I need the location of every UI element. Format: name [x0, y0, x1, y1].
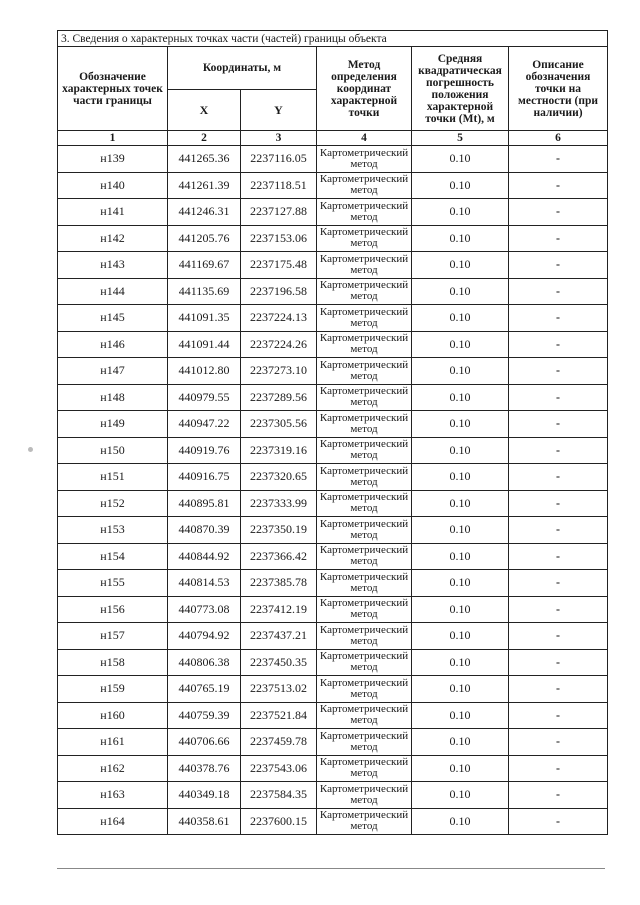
point-id-cell: н139: [58, 146, 168, 173]
table-body: [58, 146, 608, 835]
description-cell: -: [509, 570, 608, 597]
accuracy-cell: 0.10: [412, 649, 509, 676]
accuracy-cell: 0.10: [412, 729, 509, 756]
table-row: [58, 490, 608, 517]
description-cell: -: [509, 172, 608, 199]
method-cell: Картометрический метод: [317, 172, 412, 199]
method-cell: Картометрический метод: [317, 782, 412, 809]
accuracy-cell: 0.10: [412, 623, 509, 650]
point-id-cell: н140: [58, 172, 168, 199]
accuracy-cell: 0.10: [412, 199, 509, 226]
coord-y-cell: 2237224.26: [241, 331, 317, 358]
coord-x-cell: 441012.80: [168, 358, 241, 385]
method-cell: Картометрический метод: [317, 755, 412, 782]
description-cell: -: [509, 331, 608, 358]
description-cell: -: [509, 278, 608, 305]
coord-y-cell: 2237521.84: [241, 702, 317, 729]
table-row: [58, 278, 608, 305]
accuracy-cell: 0.10: [412, 596, 509, 623]
method-cell: Картометрический метод: [317, 358, 412, 385]
accuracy-cell: 0.10: [412, 702, 509, 729]
point-id-cell: н143: [58, 252, 168, 279]
description-cell: -: [509, 464, 608, 491]
table-row: [58, 225, 608, 252]
point-id-cell: н151: [58, 464, 168, 491]
coord-x-cell: 440895.81: [168, 490, 241, 517]
coord-y-cell: 2237273.10: [241, 358, 317, 385]
coord-y-cell: 2237224.13: [241, 305, 317, 332]
column-numbers-row: [58, 131, 608, 146]
scan-artifact-dot: [28, 447, 33, 452]
point-id-cell: н147: [58, 358, 168, 385]
point-id-cell: н159: [58, 676, 168, 703]
point-id-cell: н158: [58, 649, 168, 676]
header-accuracy: Средняя квадратическая погрешность положения характерной точки (Mt), м: [412, 47, 509, 131]
coord-x-cell: 441091.35: [168, 305, 241, 332]
accuracy-cell: 0.10: [412, 517, 509, 544]
point-id-cell: н144: [58, 278, 168, 305]
coord-y-cell: 2237153.06: [241, 225, 317, 252]
coord-x-cell: 440794.92: [168, 623, 241, 650]
method-cell: Картометрический метод: [317, 464, 412, 491]
header-coordinates: Координаты, м: [168, 47, 317, 90]
coord-y-cell: 2237320.65: [241, 464, 317, 491]
description-cell: -: [509, 199, 608, 226]
column-number: 4: [317, 131, 412, 146]
coord-x-cell: 440806.38: [168, 649, 241, 676]
coord-y-cell: 2237600.15: [241, 808, 317, 835]
coord-y-cell: 2237513.02: [241, 676, 317, 703]
accuracy-cell: 0.10: [412, 437, 509, 464]
description-cell: -: [509, 490, 608, 517]
coord-x-cell: 440378.76: [168, 755, 241, 782]
table-row: [58, 172, 608, 199]
description-cell: -: [509, 623, 608, 650]
coord-x-cell: 441246.31: [168, 199, 241, 226]
coord-x-cell: 440916.75: [168, 464, 241, 491]
point-id-cell: н160: [58, 702, 168, 729]
point-id-cell: н157: [58, 623, 168, 650]
header-description: Описание обозначения точки на местности (при наличии): [509, 47, 608, 131]
point-id-cell: н154: [58, 543, 168, 570]
method-cell: Картометрический метод: [317, 305, 412, 332]
table-row: [58, 623, 608, 650]
table-row: [58, 146, 608, 173]
coord-x-cell: 440773.08: [168, 596, 241, 623]
coord-y-cell: 2237196.58: [241, 278, 317, 305]
coord-y-cell: 2237459.78: [241, 729, 317, 756]
point-id-cell: н153: [58, 517, 168, 544]
description-cell: -: [509, 755, 608, 782]
method-cell: Картометрический метод: [317, 729, 412, 756]
table-row: [58, 199, 608, 226]
column-number: 6: [509, 131, 608, 146]
coord-x-cell: 440919.76: [168, 437, 241, 464]
coord-x-cell: 440814.53: [168, 570, 241, 597]
coord-x-cell: 440349.18: [168, 782, 241, 809]
accuracy-cell: 0.10: [412, 331, 509, 358]
coord-x-cell: 440844.92: [168, 543, 241, 570]
table-row: [58, 384, 608, 411]
method-cell: Картометрический метод: [317, 702, 412, 729]
table-row: [58, 331, 608, 358]
footer-divider: [57, 868, 605, 869]
accuracy-cell: 0.10: [412, 146, 509, 173]
description-cell: -: [509, 305, 608, 332]
description-cell: -: [509, 411, 608, 438]
coord-y-cell: 2237305.56: [241, 411, 317, 438]
description-cell: -: [509, 649, 608, 676]
accuracy-cell: 0.10: [412, 808, 509, 835]
table-row: [58, 437, 608, 464]
coord-y-cell: 2237319.16: [241, 437, 317, 464]
header-method: Метод определения координат характерной точки: [317, 47, 412, 131]
point-id-cell: н146: [58, 331, 168, 358]
table-row: [58, 808, 608, 835]
table-row: [58, 649, 608, 676]
coord-x-cell: 440759.39: [168, 702, 241, 729]
table-row: [58, 755, 608, 782]
description-cell: -: [509, 146, 608, 173]
method-cell: Картометрический метод: [317, 278, 412, 305]
table-row: [58, 252, 608, 279]
accuracy-cell: 0.10: [412, 411, 509, 438]
description-cell: -: [509, 729, 608, 756]
coord-y-cell: 2237333.99: [241, 490, 317, 517]
coord-y-cell: 2237450.35: [241, 649, 317, 676]
method-cell: Картометрический метод: [317, 808, 412, 835]
description-cell: -: [509, 702, 608, 729]
accuracy-cell: 0.10: [412, 252, 509, 279]
table-row: [58, 517, 608, 544]
method-cell: Картометрический метод: [317, 437, 412, 464]
coord-x-cell: 441205.76: [168, 225, 241, 252]
point-id-cell: н148: [58, 384, 168, 411]
coord-y-cell: 2237412.19: [241, 596, 317, 623]
method-cell: Картометрический метод: [317, 225, 412, 252]
table-row: [58, 702, 608, 729]
accuracy-cell: 0.10: [412, 676, 509, 703]
header-designation: Обозначение характерных точек части границы: [58, 47, 168, 131]
description-cell: -: [509, 225, 608, 252]
table-row: [58, 464, 608, 491]
description-cell: -: [509, 782, 608, 809]
point-id-cell: н145: [58, 305, 168, 332]
description-cell: -: [509, 384, 608, 411]
table-row: [58, 729, 608, 756]
description-cell: -: [509, 543, 608, 570]
description-cell: -: [509, 808, 608, 835]
coord-y-cell: 2237385.78: [241, 570, 317, 597]
section-title: 3. Сведения о характерных точках части (частей) границы объекта: [58, 31, 608, 47]
accuracy-cell: 0.10: [412, 278, 509, 305]
accuracy-cell: 0.10: [412, 225, 509, 252]
method-cell: Картометрический метод: [317, 411, 412, 438]
accuracy-cell: 0.10: [412, 543, 509, 570]
table-row: [58, 305, 608, 332]
method-cell: Картометрический метод: [317, 331, 412, 358]
method-cell: Картометрический метод: [317, 384, 412, 411]
coord-x-cell: 440947.22: [168, 411, 241, 438]
accuracy-cell: 0.10: [412, 384, 509, 411]
method-cell: Картометрический метод: [317, 517, 412, 544]
table-row: [58, 570, 608, 597]
point-id-cell: н164: [58, 808, 168, 835]
accuracy-cell: 0.10: [412, 782, 509, 809]
table-row: [58, 358, 608, 385]
table-row: [58, 411, 608, 438]
point-id-cell: н162: [58, 755, 168, 782]
header-x: X: [168, 90, 241, 131]
coord-x-cell: 441169.67: [168, 252, 241, 279]
column-number: 3: [241, 131, 317, 146]
coord-y-cell: 2237116.05: [241, 146, 317, 173]
column-number: 2: [168, 131, 241, 146]
method-cell: Картометрический метод: [317, 596, 412, 623]
method-cell: Картометрический метод: [317, 146, 412, 173]
coord-x-cell: 441135.69: [168, 278, 241, 305]
coord-y-cell: 2237127.88: [241, 199, 317, 226]
coord-x-cell: 441261.39: [168, 172, 241, 199]
description-cell: -: [509, 517, 608, 544]
accuracy-cell: 0.10: [412, 755, 509, 782]
accuracy-cell: 0.10: [412, 464, 509, 491]
method-cell: Картометрический метод: [317, 490, 412, 517]
coord-x-cell: 440870.39: [168, 517, 241, 544]
boundary-points-table: [57, 30, 608, 835]
column-number: 1: [58, 131, 168, 146]
accuracy-cell: 0.10: [412, 570, 509, 597]
column-number: 5: [412, 131, 509, 146]
point-id-cell: н141: [58, 199, 168, 226]
coord-y-cell: 2237175.48: [241, 252, 317, 279]
method-cell: Картометрический метод: [317, 543, 412, 570]
coord-y-cell: 2237350.19: [241, 517, 317, 544]
point-id-cell: н150: [58, 437, 168, 464]
method-cell: Картометрический метод: [317, 199, 412, 226]
coord-y-cell: 2237289.56: [241, 384, 317, 411]
accuracy-cell: 0.10: [412, 172, 509, 199]
coord-y-cell: 2237543.06: [241, 755, 317, 782]
description-cell: -: [509, 437, 608, 464]
method-cell: Картометрический метод: [317, 570, 412, 597]
coord-x-cell: 441091.44: [168, 331, 241, 358]
document-sheet: [57, 30, 607, 835]
accuracy-cell: 0.10: [412, 490, 509, 517]
point-id-cell: н142: [58, 225, 168, 252]
coord-x-cell: 440358.61: [168, 808, 241, 835]
table-row: [58, 676, 608, 703]
description-cell: -: [509, 676, 608, 703]
table-row: [58, 596, 608, 623]
method-cell: Картометрический метод: [317, 676, 412, 703]
table-row: [58, 543, 608, 570]
method-cell: Картометрический метод: [317, 252, 412, 279]
coord-x-cell: 440979.55: [168, 384, 241, 411]
coord-x-cell: 440706.66: [168, 729, 241, 756]
coord-y-cell: 2237437.21: [241, 623, 317, 650]
point-id-cell: н161: [58, 729, 168, 756]
point-id-cell: н156: [58, 596, 168, 623]
header-y: Y: [241, 90, 317, 131]
coord-x-cell: 441265.36: [168, 146, 241, 173]
point-id-cell: н149: [58, 411, 168, 438]
description-cell: -: [509, 252, 608, 279]
coord-y-cell: 2237584.35: [241, 782, 317, 809]
accuracy-cell: 0.10: [412, 305, 509, 332]
table-row: [58, 782, 608, 809]
method-cell: Картометрический метод: [317, 649, 412, 676]
point-id-cell: н152: [58, 490, 168, 517]
coord-x-cell: 440765.19: [168, 676, 241, 703]
point-id-cell: н163: [58, 782, 168, 809]
point-id-cell: н155: [58, 570, 168, 597]
method-cell: Картометрический метод: [317, 623, 412, 650]
accuracy-cell: 0.10: [412, 358, 509, 385]
coord-y-cell: 2237366.42: [241, 543, 317, 570]
description-cell: -: [509, 596, 608, 623]
description-cell: -: [509, 358, 608, 385]
coord-y-cell: 2237118.51: [241, 172, 317, 199]
